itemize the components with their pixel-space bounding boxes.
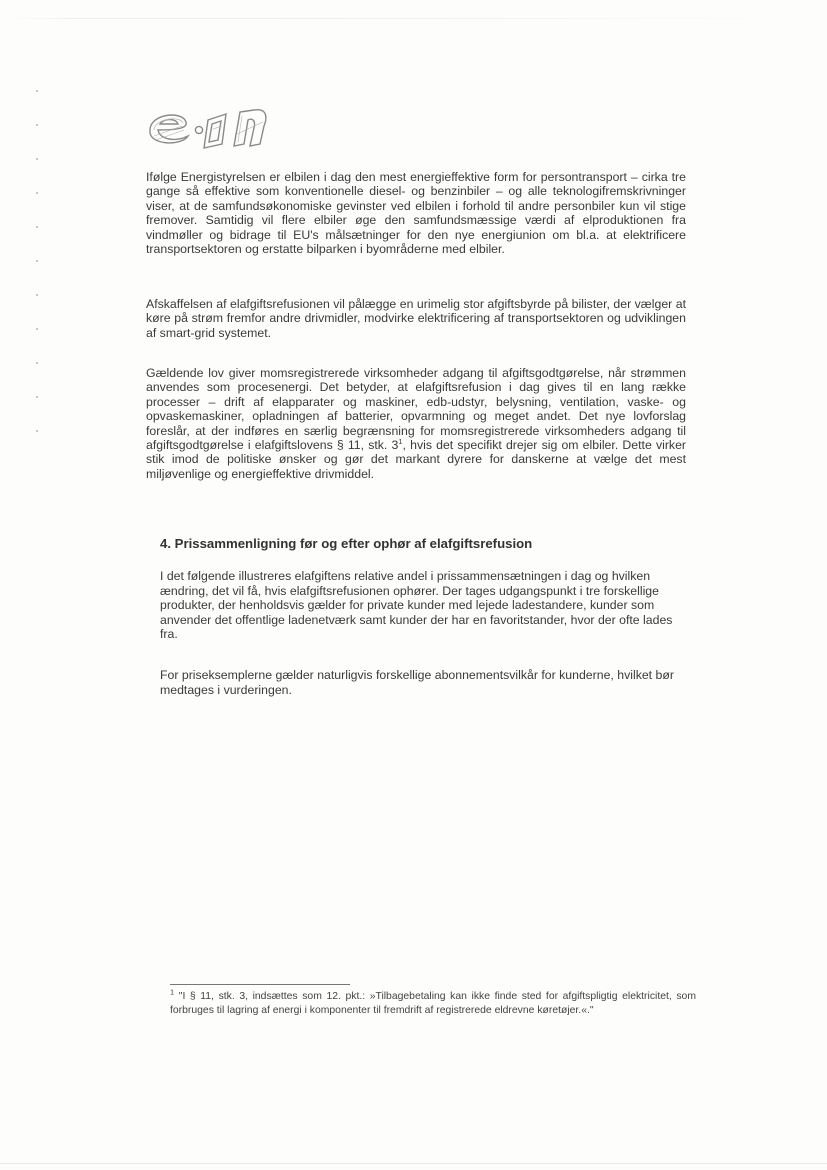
paragraph-current-law-part1: Gældende lov giver momsregistrerede virksomheder adgang til afgiftsgodtgørelse, når strømmen anvendes som procesenergi. Det betyder, at elafgiftsrefusion i dag gives til en lang række processer – drift af elapparater og maskiner, edb-udstyr, belysning, ventilation, vaske- og opvaskemaskiner, opladningen af batterier, opvarmning og meget andet. Det nye lovforslag foreslår, at der indføres en særlig begrænsning for momsregistrerede virksomheders adgang til afgiftsgodtgørelse i elafgiftslovens § 11, stk. 3	[146, 366, 686, 453]
eon-logo	[142, 100, 312, 152]
section-heading: 4. Prissammenligning før og efter ophør af elafgiftsrefusion	[160, 536, 533, 551]
footnote-text: "I § 11, stk. 3, indsættes som 12. pkt.: »Tilbagebetaling kan ikke finde sted for afgiftspligtig elektricitet, som forbruges til lagring af energi i komponenter til fremdrift af registrerede eldrevne køretøjer.«."	[170, 991, 696, 1016]
footnote	[170, 987, 696, 1017]
footnote-separator	[170, 984, 350, 985]
footnote-reference: 1	[398, 436, 403, 446]
paragraph-current-law	[146, 366, 686, 481]
paragraph-abolition-consequences: Afskaffelsen af elafgiftsrefusionen vil pålægge en urimelig stor afgiftsbyrde på bilister, der vælger at køre på strøm fremfor andre drivmidler, modvirke elektrificering af transportsektoren og udviklingen af smart-grid systemet.	[146, 297, 686, 340]
scan-bottom-edge	[0, 1163, 827, 1164]
paragraph-subscription-terms: For priseksemplerne gælder naturligvis forskellige abonnementsvilkår for kunderne, hvilket bør medtages i vurderingen.	[160, 668, 674, 697]
paragraph-current-law-part2: , hvis det specifikt drejer sig om elbiler. Dette virker stik imod de politiske ønsker og gør det markant dyrere for danskerne at vælge det mest miljøvenlige og energieffektive drivmiddel.	[146, 438, 686, 481]
binder-margin-marks	[36, 90, 38, 450]
paragraph-price-illustration: I det følgende illustreres elafgiftens relative andel i prissammensætningen i dag og hvilken ændring, det vil få, hvis elafgiftsrefusionen ophører. Der tages udgangspunkt i tre forskellige produkter, der henholdsvis gælder for private kunder med lejede ladestandere, kunder som anvender det offentlige ladenetværk samt kunder der har en favoritstander, hvor der ofte lades fra.	[160, 569, 673, 641]
scan-top-edge	[0, 18, 827, 19]
paragraph-energy-efficiency: Ifølge Energistyrelsen er elbilen i dag den mest energieffektive form for persontransport – cirka tre gange så effektive som konventionelle diesel- og benzinbiler – og alle teknologifremskrivninger viser, at de samfundsøkonomiske gevinster ved elbilen i forhold til andre personbiler kun vil stige fremover. Samtidig vil flere elbiler øge den samfundsmæssige værdi af elproduktionen fra vindmøller og bidrage til EU's målsætninger for den nye energiunion om bl.a. at elektrificere transportsektoren og erstatte bilparken i byområderne med elbiler.	[146, 170, 686, 257]
footnote-mark: 1	[170, 987, 175, 997]
